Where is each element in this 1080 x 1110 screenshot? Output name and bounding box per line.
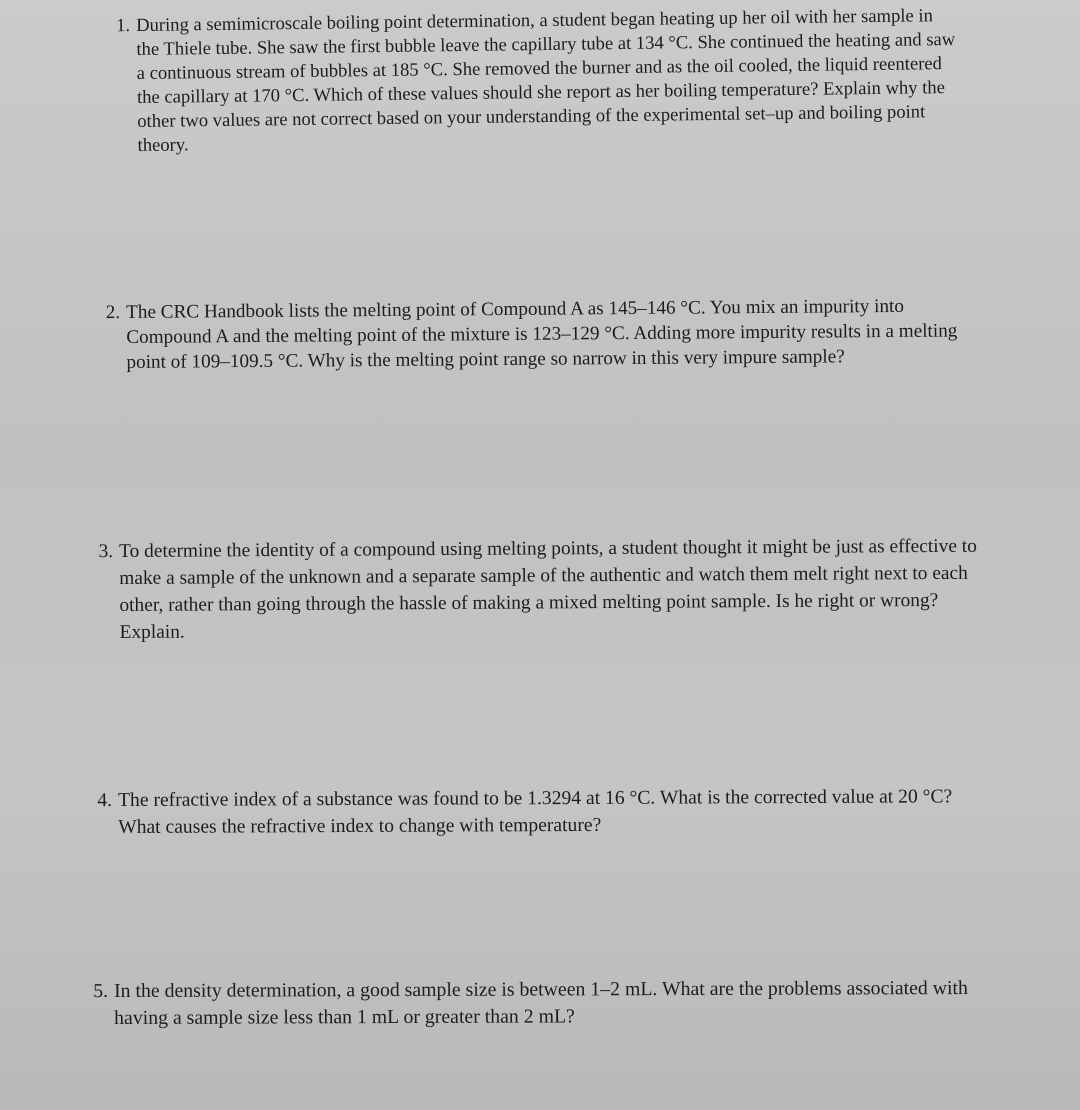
question-2 [105,293,967,375]
question-number: 2. [105,302,121,324]
question-number: 3. [98,541,114,563]
question-text: During a semimicroscale boiling point determination, a student began heating up her oil with her sample in the Thiele tube. She saw the first bubble leave the capillary tube at 134 °C. She continued the heating and saw a continuous stream of bubbles at 185 °C. She removed the burner and as the oil cooled, the liquid reentered the capillary at 170 °C. Which of these values should she report as her boiling temperature? Explain why the other two values are not correct based on your understanding of the experimental set–up and boiling point theory. [136,5,956,156]
question-3 [98,533,990,646]
question-number: 4. [97,790,113,812]
question-5 [93,975,994,1032]
question-number: 1. [116,15,131,37]
question-text: In the density determination, a good sample size is between 1–2 mL. What are the problems associated with having a sample size less than 1 mL or greater than 2 mL? [114,977,968,1029]
question-1 [116,4,958,157]
question-number: 5. [93,980,109,1003]
question-4 [97,783,988,841]
question-text: The refractive index of a substance was found to be 1.3294 at 16 °C. What is the corrected value at 20 °C? What causes the refractive index to change with temperature? [118,786,953,838]
question-text: To determine the identity of a compound using melting points, a student thought it might be just as effective to make a sample of the unknown and a separate sample of the authentic and watch them melt right next to each other, rather than going through the hassle of making a mixed melting point sample. Is he right or wrong? Explain. [119,535,977,643]
question-text: The CRC Handbook lists the melting point of Compound A as 145–146 °C. You mix an impurity into Compound A and the melting point of the mixture is 123–129 °C. Adding more impurity results in a melting point of 109–109.5 °C. Why is the melting point range so narrow in this very impure sample? [126,295,958,373]
